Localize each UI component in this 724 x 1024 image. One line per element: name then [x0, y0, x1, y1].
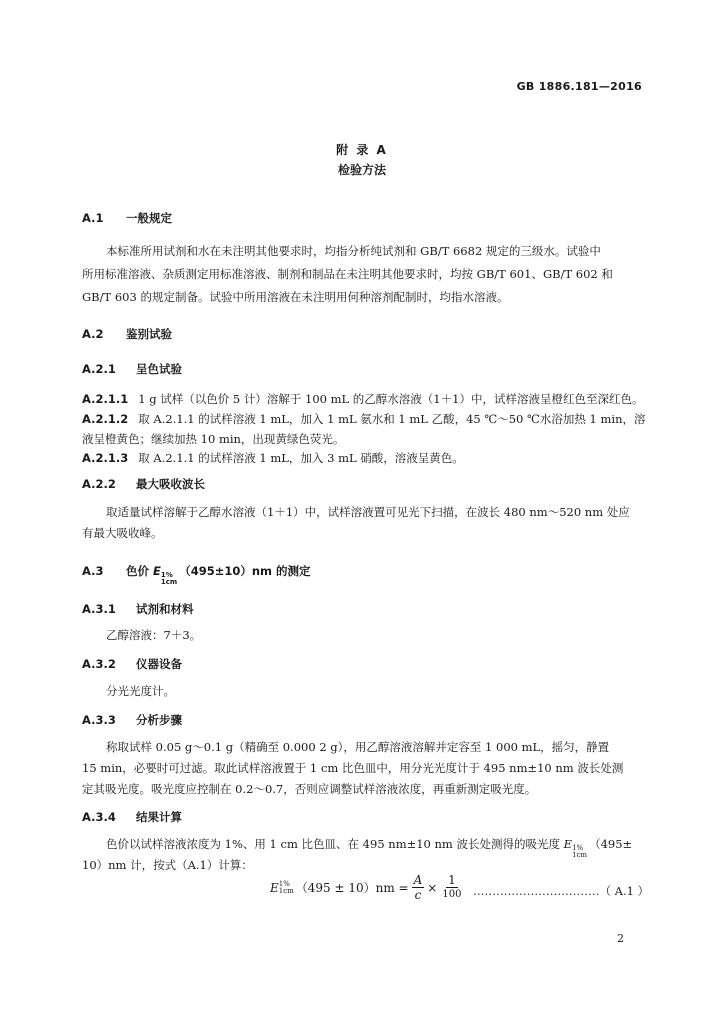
- section-a32-heading: [82, 656, 182, 672]
- clause-number: A.2.1.1: [82, 392, 129, 406]
- section-title-prefix: 色价: [126, 564, 154, 578]
- section-number: A.3.2: [82, 657, 116, 671]
- clause-number: A.2.1.3: [82, 451, 129, 465]
- fraction-1-over-100: [440, 873, 463, 902]
- clause-text: 取 A.2.1.1 的试样溶液 1 mL，加入 1 mL 氨水和 1 mL 乙酸，45 ℃～50 ℃水浴加热 1 min，溶: [138, 412, 646, 426]
- equation-reference: ……………………………（ A.1 ）: [473, 884, 650, 898]
- section-a22-heading: [82, 476, 205, 492]
- section-title: 一般规定: [126, 211, 172, 225]
- clause-number: A.2.1.2: [82, 412, 129, 426]
- section-number: A.1: [82, 211, 104, 225]
- section-title-suffix: （495±10）nm 的测定: [179, 564, 311, 578]
- color-value-symbol: E: [153, 564, 161, 578]
- formula-E-symbol: E: [270, 880, 279, 895]
- paragraph-line: 15 min，必要时可过滤。取此试样溶液置于 1 cm 比色皿中，用分光光度计于 495 nm±10 nm 波长处测: [82, 761, 624, 775]
- clause-text: 取 A.2.1.1 的试样溶液 1 mL，加入 3 mL 硝酸，溶液呈黄色。: [138, 451, 464, 465]
- section-title: 分析步骤: [136, 713, 182, 727]
- section-a3-heading: [82, 563, 311, 586]
- section-title: 仪器设备: [136, 657, 182, 671]
- formula-superscript: 1%: [278, 879, 290, 888]
- paragraph-line: 分光光度计。: [106, 684, 175, 698]
- paragraph-line: 10）nm 计，按式（A.1）计算：: [82, 858, 253, 872]
- superscript: 1%: [160, 571, 173, 579]
- section-number: A.3.1: [82, 602, 116, 616]
- section-number: A.2.1: [82, 362, 116, 376]
- appendix-title: 附 录 A: [336, 143, 388, 157]
- paragraph-line: 称取试样 0.05 g～0.1 g（精确至 0.000 2 g），用乙醇溶液溶解并定容至 1 000 mL，摇匀，静置: [106, 740, 610, 754]
- clause-a213: [82, 450, 464, 466]
- section-title: 最大吸收波长: [136, 477, 205, 491]
- clause-text: 1 g 试样（以色价 5 计）溶解于 100 mL 的乙醇水溶液（1＋1）中，试样溶液呈橙红色至深红色。: [138, 392, 644, 406]
- section-a2-heading: [82, 326, 172, 342]
- section-title: 结果计算: [136, 810, 182, 824]
- section-number: A.2.2: [82, 477, 116, 491]
- color-value-symbol: E: [563, 837, 573, 851]
- appendix-subtitle: 检验方法: [337, 163, 386, 177]
- section-title: 试剂和材料: [136, 602, 194, 616]
- formula-a1: [270, 873, 466, 902]
- section-number: A.3.4: [82, 810, 116, 824]
- text-run: （495±: [589, 837, 633, 851]
- fraction-numerator: 1: [448, 873, 456, 887]
- fraction-denominator: 100: [442, 889, 462, 900]
- clause-a212: [82, 411, 646, 427]
- paragraph-line: 本标准所用试剂和水在未注明其他要求时，均指分析纯试剂和 GB/T 6682 规定的三级水。试验中: [106, 244, 601, 258]
- section-a31-heading: [82, 601, 194, 617]
- formula-lhs-rest: （495 ± 10）nm =: [295, 881, 409, 895]
- section-title: 鉴别试验: [126, 327, 172, 341]
- standard-code: GB 1886.181—2016: [516, 80, 642, 93]
- section-a33-heading: [82, 712, 182, 728]
- paragraph-line: 乙醇溶液：7＋3。: [106, 628, 202, 642]
- paragraph-line: 定其吸光度。吸光度应控制在 0.2～0.7，否则应调整试样溶液浓度，再重新测定吸光度。: [82, 782, 537, 796]
- clause-a211: [82, 391, 643, 407]
- section-a34-heading: [82, 809, 182, 825]
- subscript: 1cm: [572, 851, 588, 859]
- section-title: 呈色试验: [136, 362, 182, 376]
- paragraph-line: GB/T 603 的规定制备。试验中所用溶液在未注明用何种溶剂配制时，均指水溶液。: [82, 290, 509, 304]
- fraction-denominator: c: [414, 888, 422, 902]
- section-a1-heading: [82, 210, 172, 226]
- fraction-numerator: A: [413, 873, 423, 887]
- page-number: 2: [617, 932, 624, 945]
- subscript: 1cm: [160, 578, 178, 586]
- superscript: 1%: [572, 844, 584, 852]
- paragraph-line: 取适量试样溶解于乙醇水溶液（1＋1）中，试样溶液置可见光下扫描，在波长 480 nm～520 nm 处应: [106, 505, 630, 519]
- section-number: A.2: [82, 327, 104, 341]
- section-number: A.3: [82, 564, 104, 578]
- formula-subscript: 1cm: [278, 886, 294, 895]
- section-a21-heading: [82, 361, 182, 377]
- fraction-a-over-c: [412, 873, 425, 902]
- text-run: 色价以试样溶液浓度为 1%、用 1 cm 比色皿、在 495 nm±10 nm 波长处测得的吸光度: [106, 837, 564, 851]
- clause-continuation: 液呈橙黄色；继续加热 10 min，出现黄绿色荧光。: [82, 432, 345, 446]
- section-number: A.3.3: [82, 713, 116, 727]
- paragraph-line: 有最大吸收峰。: [82, 526, 163, 540]
- paragraph-line: 所用标准溶液、杂质测定用标准溶液、制剂和制品在未注明其他要求时，均按 GB/T 601、GB/T 602 和: [82, 267, 613, 281]
- times-symbol: ×: [427, 880, 438, 895]
